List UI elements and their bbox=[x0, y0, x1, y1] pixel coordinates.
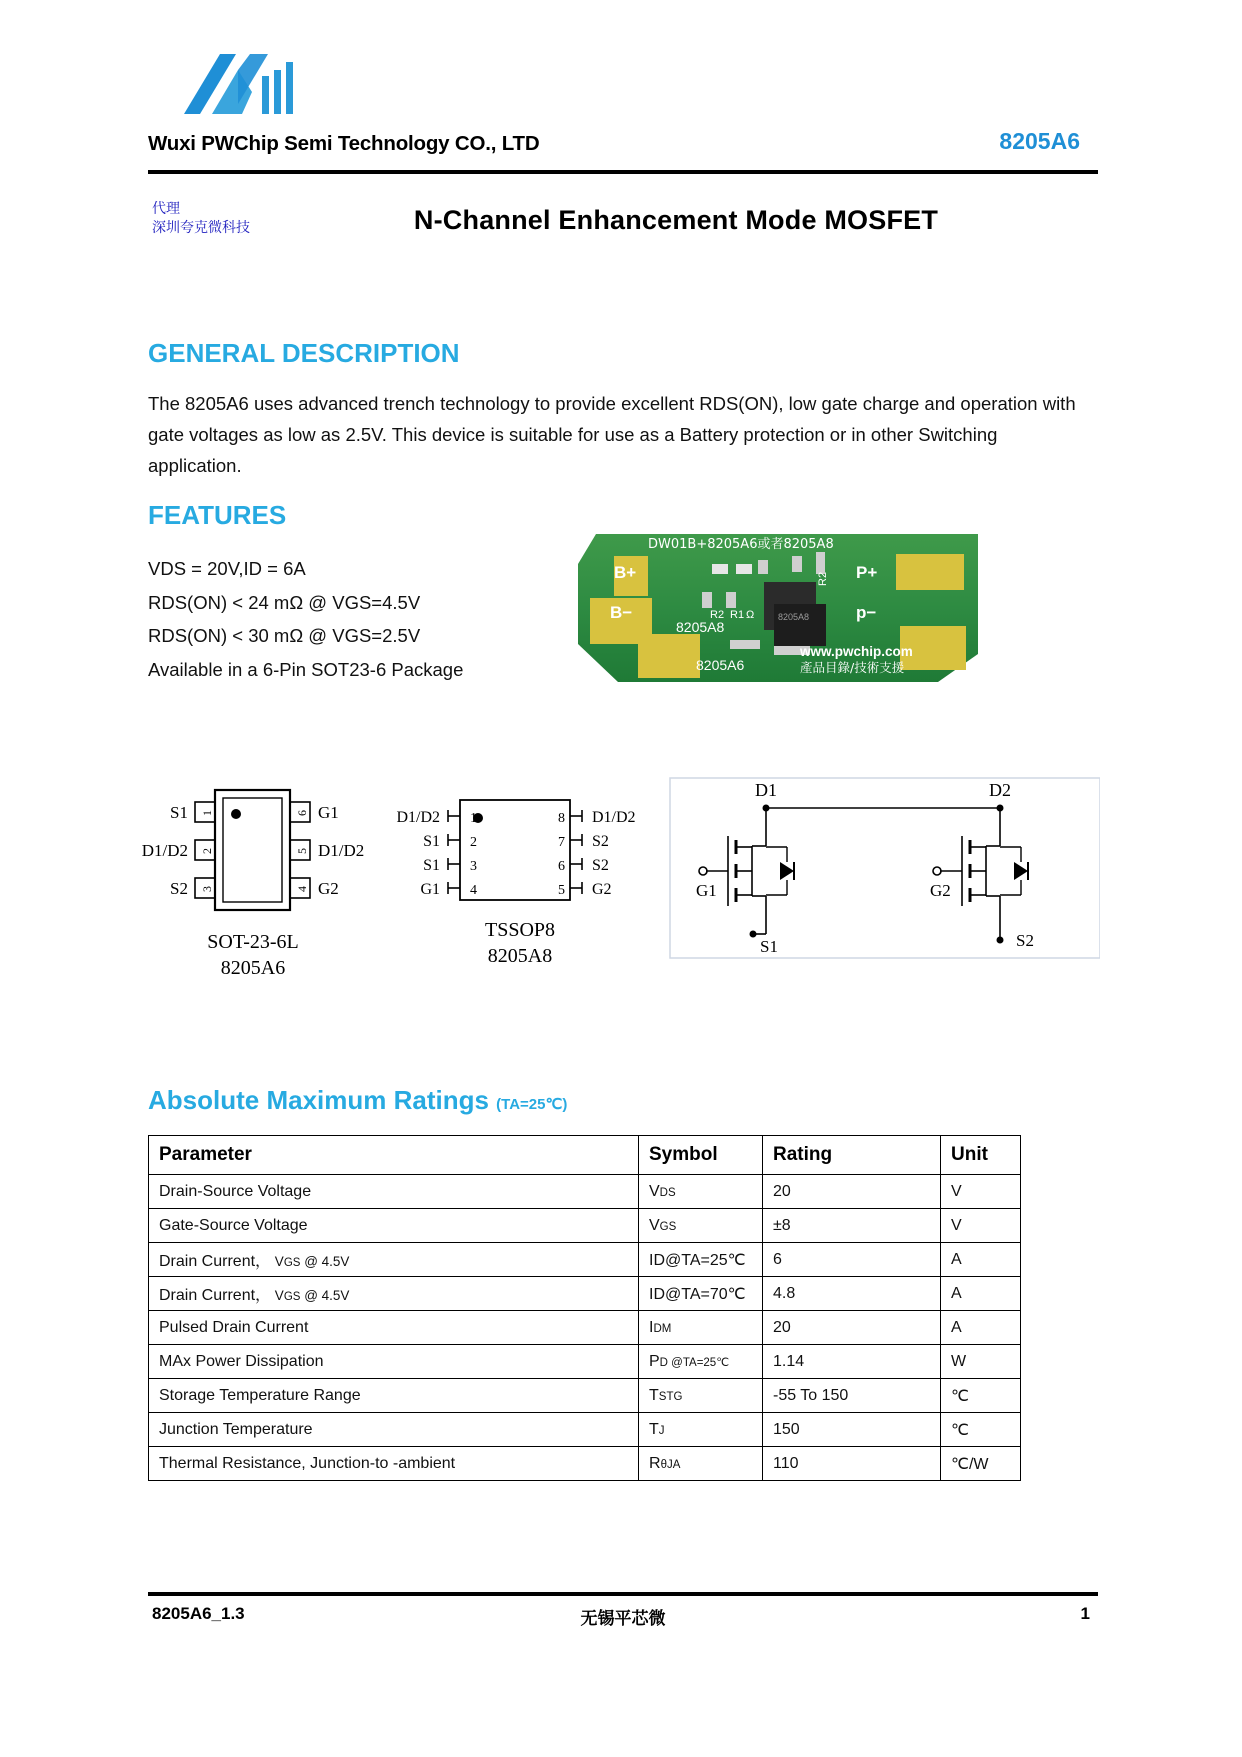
cell-parameter: Drain Current， VGS @ 4.5V bbox=[149, 1277, 639, 1311]
cell-unit: ℃/W bbox=[941, 1447, 1021, 1481]
cell-unit: W bbox=[941, 1345, 1021, 1379]
table-row bbox=[149, 1413, 1021, 1447]
cell-symbol: ID@TA=25℃ bbox=[639, 1243, 763, 1277]
table-row bbox=[149, 1209, 1021, 1243]
svg-text:S2: S2 bbox=[1016, 931, 1034, 950]
document-title: N-Channel Enhancement Mode MOSFET bbox=[413, 205, 939, 235]
company-logo bbox=[176, 48, 316, 126]
svg-text:SOT-23-6L: SOT-23-6L bbox=[207, 931, 299, 953]
part-number: 8205A6 bbox=[999, 128, 1080, 154]
table-row bbox=[149, 1447, 1021, 1481]
cell-rating: 6 bbox=[763, 1243, 941, 1277]
col-symbol: Symbol bbox=[639, 1136, 763, 1175]
table-row bbox=[149, 1345, 1021, 1379]
svg-text:Ω: Ω bbox=[746, 609, 755, 621]
svg-text:R2: R2 bbox=[710, 609, 725, 621]
svg-text:S1: S1 bbox=[423, 857, 440, 874]
package-diagrams bbox=[140, 770, 1100, 1000]
svg-text:3: 3 bbox=[200, 886, 214, 892]
cell-parameter: Gate-Source Voltage bbox=[149, 1209, 639, 1243]
svg-text:7: 7 bbox=[558, 835, 565, 850]
table-row bbox=[149, 1379, 1021, 1413]
cell-parameter: Junction Temperature bbox=[149, 1413, 639, 1447]
svg-text:D1: D1 bbox=[755, 780, 777, 800]
feature-item: VDS = 20V,ID = 6A bbox=[148, 558, 306, 579]
cell-symbol: RθJA bbox=[639, 1447, 763, 1481]
svg-text:5: 5 bbox=[295, 848, 309, 854]
svg-text:S2: S2 bbox=[592, 857, 609, 874]
table-row bbox=[149, 1243, 1021, 1277]
feature-item: RDS(ON) < 24 mΩ @ VGS=4.5V bbox=[148, 591, 421, 613]
cell-symbol: PD @TA=25℃ bbox=[639, 1345, 763, 1379]
general-description-body: The 8205A6 uses advanced trench technology to provide excellent RDS(ON), low gate charge and operation with gate voltages as low as 2.5V. This device is suitable for use as a Battery protection or in other Switching application. bbox=[148, 393, 1076, 476]
svg-text:R2: R2 bbox=[817, 571, 829, 586]
svg-text:D1/D2: D1/D2 bbox=[396, 809, 440, 826]
svg-text:S1: S1 bbox=[760, 937, 778, 956]
cell-symbol: IDM bbox=[639, 1311, 763, 1345]
table-row bbox=[149, 1311, 1021, 1345]
feature-item: RDS(ON) < 30 mΩ @ VGS=2.5V bbox=[148, 625, 421, 646]
cell-rating: 110 bbox=[763, 1447, 941, 1481]
svg-text:S1: S1 bbox=[423, 833, 440, 850]
company-name: Wuxi PWChip Semi Technology CO., LTD bbox=[148, 132, 540, 155]
svg-text:4: 4 bbox=[470, 883, 477, 898]
page-footer bbox=[148, 1604, 1098, 1634]
tssop8-diagram bbox=[396, 800, 635, 967]
svg-text:DW01B+8205A6或者8205A8: DW01B+8205A6或者8205A8 bbox=[648, 537, 834, 552]
svg-text:1: 1 bbox=[200, 810, 214, 816]
svg-text:2: 2 bbox=[470, 835, 477, 850]
general-description-heading: GENERAL DESCRIPTION bbox=[148, 338, 460, 368]
feature-item: Available in a 6-Pin SOT23-6 Package bbox=[148, 658, 464, 680]
svg-text:2: 2 bbox=[200, 848, 214, 854]
svg-text:6: 6 bbox=[295, 810, 309, 816]
cell-rating: 20 bbox=[763, 1311, 941, 1345]
cell-unit: A bbox=[941, 1243, 1021, 1277]
svg-text:8205A6: 8205A6 bbox=[696, 657, 745, 673]
cell-parameter: Drain Current， VGS @ 4.5V bbox=[149, 1243, 639, 1277]
abs-max-table bbox=[148, 1135, 1021, 1481]
cell-unit: ℃ bbox=[941, 1379, 1021, 1413]
cell-parameter: Storage Temperature Range bbox=[149, 1379, 639, 1413]
abs-max-heading bbox=[148, 1085, 567, 1116]
svg-text:B−: B− bbox=[610, 603, 633, 622]
cell-rating: ±8 bbox=[763, 1209, 941, 1243]
svg-text:8205A8: 8205A8 bbox=[676, 619, 725, 635]
svg-text:6: 6 bbox=[558, 859, 565, 874]
col-unit: Unit bbox=[941, 1136, 1021, 1175]
features-list bbox=[148, 552, 568, 686]
cell-rating: 4.8 bbox=[763, 1277, 941, 1311]
svg-text:G1: G1 bbox=[318, 803, 339, 822]
svg-text:4: 4 bbox=[295, 886, 309, 892]
svg-text:S2: S2 bbox=[170, 879, 188, 898]
svg-text:G1: G1 bbox=[420, 881, 440, 898]
cell-parameter: Pulsed Drain Current bbox=[149, 1311, 639, 1345]
cell-parameter: MAx Power Dissipation bbox=[149, 1345, 639, 1379]
table-row bbox=[149, 1277, 1021, 1311]
schematic-diagram bbox=[670, 778, 1100, 958]
svg-text:3: 3 bbox=[470, 859, 477, 874]
svg-text:D1/D2: D1/D2 bbox=[318, 841, 365, 860]
svg-text:D2: D2 bbox=[989, 780, 1011, 800]
sot23-diagram bbox=[142, 790, 365, 979]
col-parameter: Parameter bbox=[149, 1136, 639, 1175]
svg-text:G2: G2 bbox=[930, 881, 951, 900]
cell-symbol: TJ bbox=[639, 1413, 763, 1447]
cell-unit: V bbox=[941, 1175, 1021, 1209]
cell-parameter: Drain-Source Voltage bbox=[149, 1175, 639, 1209]
svg-text:G2: G2 bbox=[592, 881, 612, 898]
cell-rating: 150 bbox=[763, 1413, 941, 1447]
agent-company: 深圳夸克微科技 bbox=[152, 220, 250, 236]
cell-symbol: ID@TA=70℃ bbox=[639, 1277, 763, 1311]
svg-text:S1: S1 bbox=[170, 803, 188, 822]
cell-unit: A bbox=[941, 1277, 1021, 1311]
svg-text:www.pwchip.com: www.pwchip.com bbox=[800, 644, 913, 659]
svg-text:G2: G2 bbox=[318, 879, 339, 898]
cell-rating: 20 bbox=[763, 1175, 941, 1209]
footer-doc-id: 8205A6_1.3 bbox=[152, 1604, 245, 1623]
col-rating: Rating bbox=[763, 1136, 941, 1175]
footer-company: 无锡平芯微 bbox=[580, 1609, 666, 1629]
svg-text:G1: G1 bbox=[696, 881, 717, 900]
svg-text:1: 1 bbox=[470, 811, 477, 826]
abs-max-condition: (TA=25℃) bbox=[496, 1096, 568, 1113]
cell-unit: ℃ bbox=[941, 1413, 1021, 1447]
footer-page-number: 1 bbox=[1080, 1604, 1090, 1623]
cell-rating: -55 To 150 bbox=[763, 1379, 941, 1413]
cell-symbol: TSTG bbox=[639, 1379, 763, 1413]
cell-unit: V bbox=[941, 1209, 1021, 1243]
cell-symbol: VGS bbox=[639, 1209, 763, 1243]
cell-unit: A bbox=[941, 1311, 1021, 1345]
cell-symbol: VDS bbox=[639, 1175, 763, 1209]
svg-text:TSSOP8: TSSOP8 bbox=[484, 919, 556, 941]
svg-text:D1/D2: D1/D2 bbox=[592, 809, 636, 826]
svg-text:D1/D2: D1/D2 bbox=[141, 841, 188, 860]
svg-text:S2: S2 bbox=[592, 833, 609, 850]
svg-text:B+: B+ bbox=[614, 563, 637, 582]
svg-text:R1: R1 bbox=[730, 609, 745, 621]
svg-text:5: 5 bbox=[558, 883, 565, 898]
svg-text:產品目錄/技術支援: 產品目錄/技術支援 bbox=[800, 660, 905, 675]
features-heading: FEATURES bbox=[148, 500, 287, 530]
svg-text:p−: p− bbox=[856, 603, 877, 622]
svg-text:8205A6: 8205A6 bbox=[220, 957, 286, 979]
table-row bbox=[149, 1175, 1021, 1209]
svg-text:8: 8 bbox=[558, 811, 565, 826]
svg-text:P+: P+ bbox=[856, 563, 878, 582]
svg-text:8205A8: 8205A8 bbox=[487, 945, 553, 967]
footer-divider bbox=[148, 1592, 1098, 1596]
cell-parameter: Thermal Resistance, Junction-to -ambient bbox=[149, 1447, 639, 1481]
pcb-photo bbox=[578, 534, 978, 682]
abs-max-heading-text: Absolute Maximum Ratings bbox=[148, 1085, 489, 1115]
svg-text:8205A8: 8205A8 bbox=[778, 612, 810, 622]
page-header bbox=[148, 40, 1098, 170]
agent-label: 代理 bbox=[152, 201, 180, 217]
table-header-row bbox=[149, 1136, 1021, 1175]
cell-rating: 1.14 bbox=[763, 1345, 941, 1379]
header-divider bbox=[148, 170, 1098, 174]
